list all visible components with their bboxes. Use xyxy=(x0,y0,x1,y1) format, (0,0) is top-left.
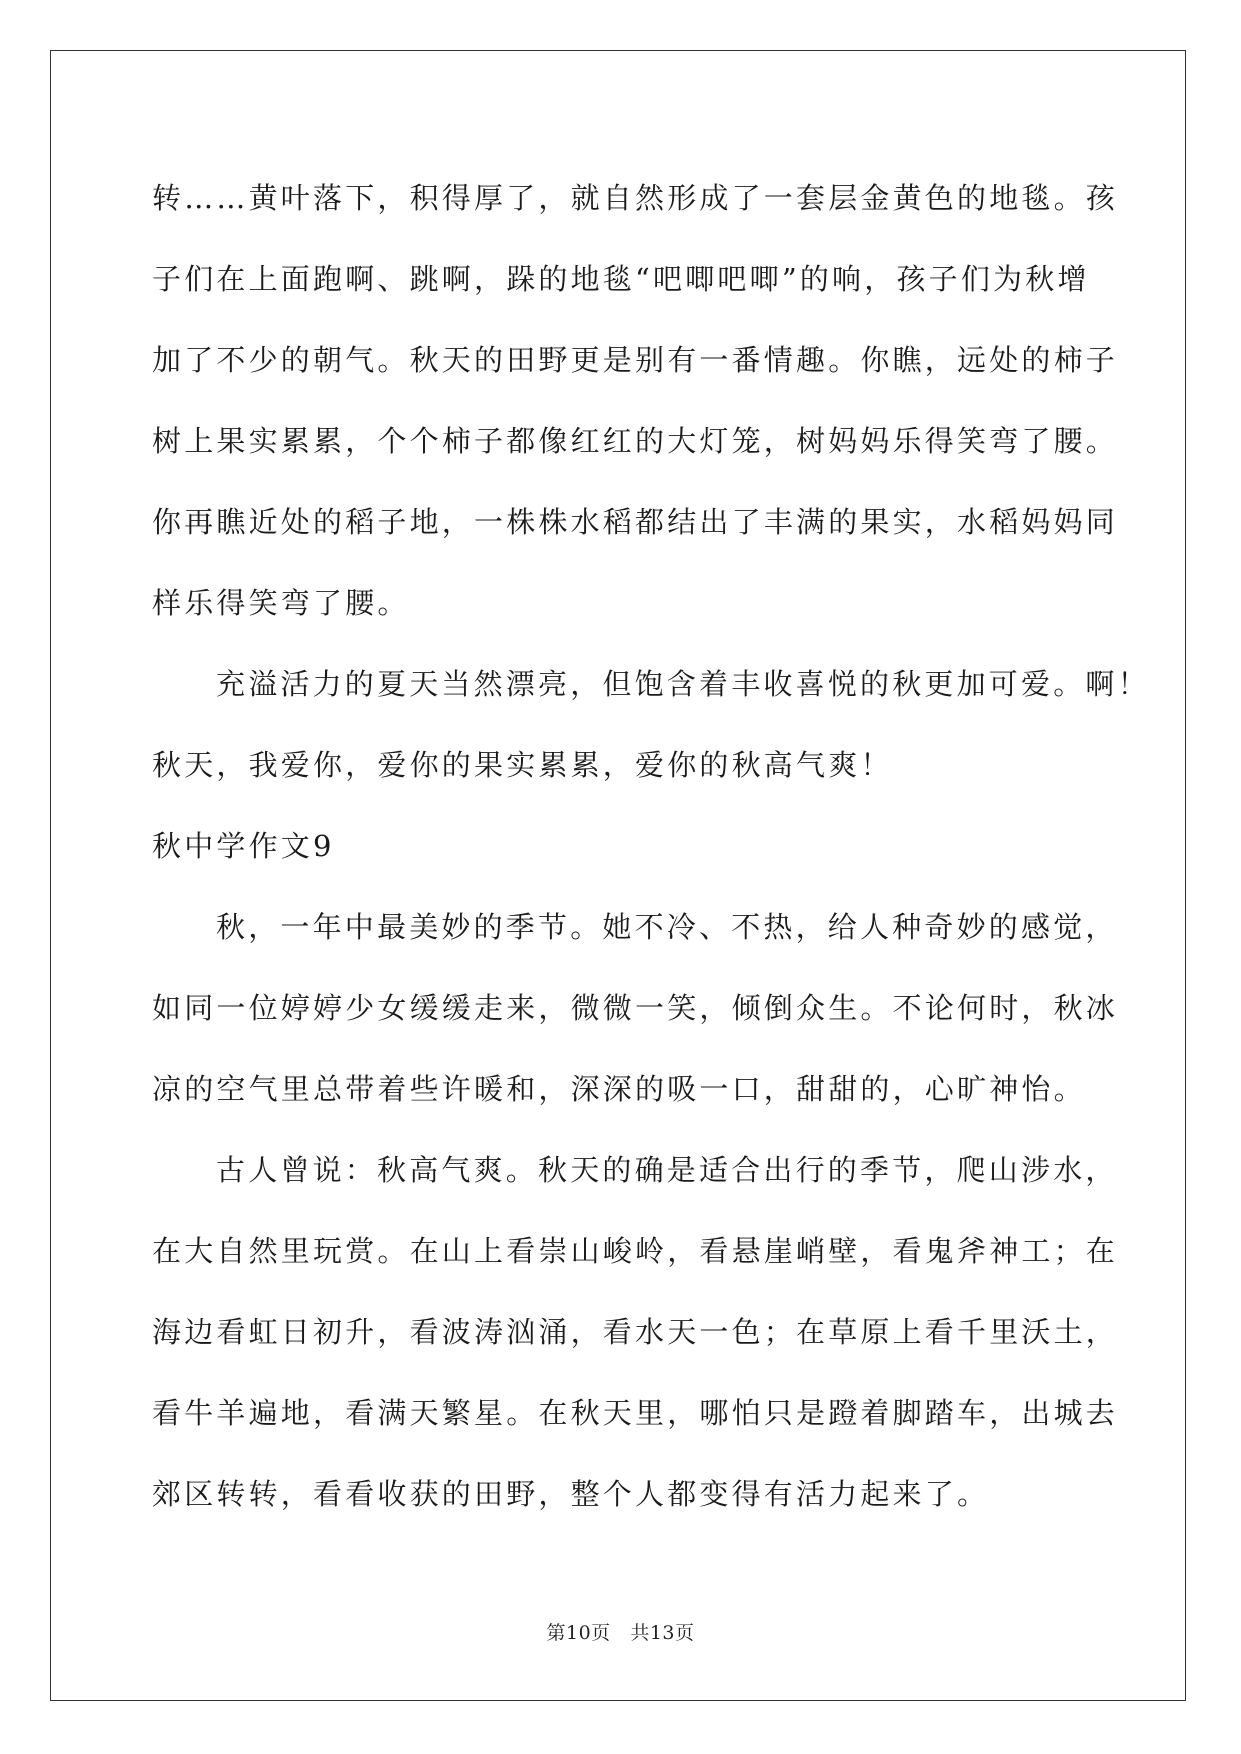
paragraph-line: 海边看虹日初升，看波涛汹涌，看水天一色；在草原上看千里沃土， xyxy=(152,1315,1119,1349)
section-heading: 秋中学作文9 xyxy=(152,829,335,863)
paragraph-line: 秋，一年中最美妙的季节。她不冷、不热，给人种奇妙的感觉， xyxy=(216,910,1118,944)
paragraph-line: 子们在上面跑啊、跳啊，跺的地毯“吧唧吧唧”的响，孩子们为秋增 xyxy=(152,262,1090,296)
paragraph-line: 秋天，我爱你，爱你的果实累累，爱你的秋高气爽！ xyxy=(152,748,893,782)
paragraph-line: 看牛羊遍地，看满天繁星。在秋天里，哪怕只是蹬着脚踏车，出城去 xyxy=(152,1396,1119,1430)
paragraph-line: 样乐得笑弯了腰。 xyxy=(152,586,410,620)
paragraph-line: 你再瞧近处的稻子地，一株株水稻都结出了丰满的果实，水稻妈妈同 xyxy=(152,505,1119,539)
page-footer xyxy=(0,1618,1241,1645)
paragraph-line: 加了不少的朝气。秋天的田野更是别有一番情趣。你瞧，远处的柿子 xyxy=(152,343,1119,377)
page-number: 第10页 xyxy=(546,1622,611,1644)
paragraph-line: 充溢活力的夏天当然漂亮，但饱含着丰收喜悦的秋更加可爱。啊！ xyxy=(216,667,1150,701)
paragraph-line: 树上果实累累，个个柿子都像红红的大灯笼，树妈妈乐得笑弯了腰。 xyxy=(152,424,1119,458)
paragraph-line: 郊区转转，看看收获的田野，整个人都变得有活力起来了。 xyxy=(152,1477,990,1511)
paragraph-line: 古人曾说：秋高气爽。秋天的确是适合出行的季节，爬山涉水， xyxy=(216,1153,1118,1187)
paragraph-line: 凉的空气里总带着些许暖和，深深的吸一口，甜甜的，心旷神怡。 xyxy=(152,1072,1086,1106)
page-total: 共13页 xyxy=(630,1622,695,1644)
paragraph-line: 如同一位婷婷少女缓缓走来，微微一笑，倾倒众生。不论何时，秋冰 xyxy=(152,991,1119,1025)
document-body xyxy=(152,158,1150,1535)
paragraph-line: 在大自然里玩赏。在山上看崇山峻岭，看悬崖峭壁，看鬼斧神工；在 xyxy=(152,1234,1119,1268)
paragraph-line: 转……黄叶落下，积得厚了，就自然形成了一套层金黄色的地毯。孩 xyxy=(152,181,1119,215)
